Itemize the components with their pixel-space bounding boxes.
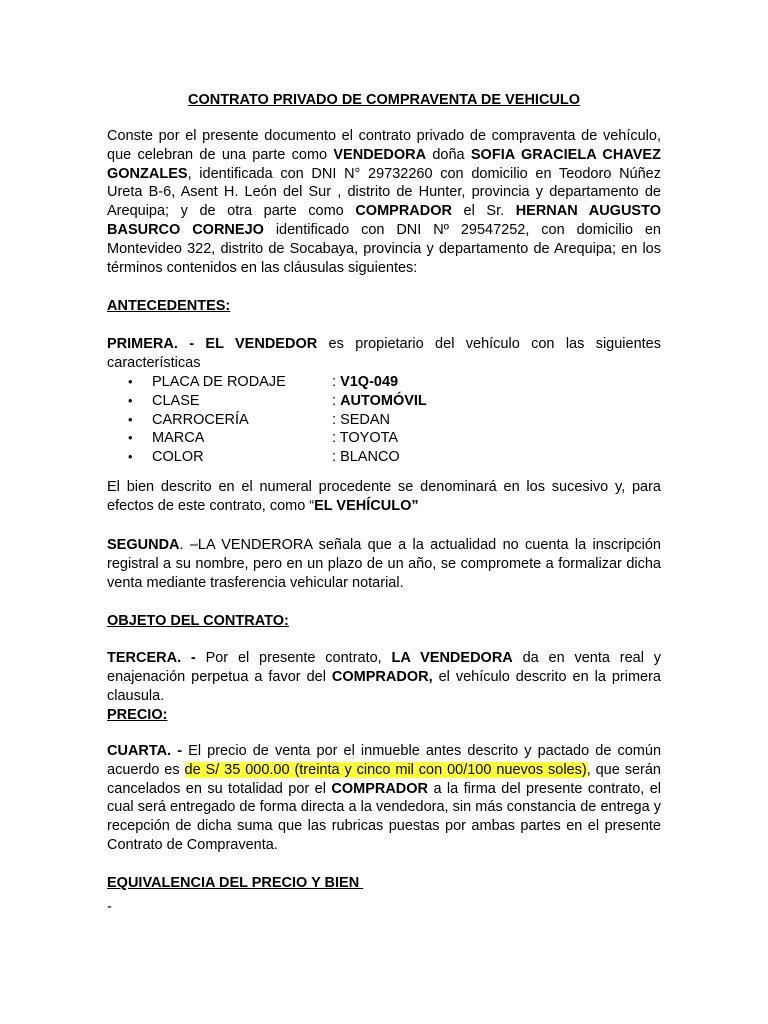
vehicle-field-value: : V1Q-049 [332, 374, 399, 390]
tercera-bold-vendedora: LA VENDEDORA [391, 650, 513, 666]
list-item [128, 429, 628, 448]
clause-cuarta [107, 742, 661, 855]
vehicle-field-value: : TOYOTA [332, 430, 399, 447]
intro-text-2: doña [426, 146, 471, 163]
heading-objeto: OBJETO DEL CONTRATO: [107, 613, 289, 629]
heading-precio: PRECIO: [107, 707, 168, 723]
list-item [128, 411, 628, 430]
vehicle-field-label: CLASE [152, 392, 200, 409]
intro-text-5: identificado con DNI Nº 29547252, con domicilio en Montevideo 322, distrito de Socabaya, provincia y departamento de Arequipa; en los términos contenidos en las cláusulas siguientes: [107, 221, 661, 276]
bullet-icon: • [128, 449, 133, 465]
vehicle-field-value: : SEDAN [332, 411, 391, 428]
clause-primera [107, 335, 661, 373]
intro-bold-comprador: COMPRADOR [355, 203, 452, 220]
bullet-icon: • [128, 411, 133, 427]
cuarta-text-2: , que serán cancelados en su totalidad por el [107, 761, 661, 797]
list-item [128, 392, 628, 411]
bien-bold: EL VEHÍCULO” [314, 497, 419, 514]
vehicle-field-label: COLOR [152, 449, 204, 466]
bullet-icon: • [128, 392, 133, 408]
trailing-dash: - [107, 899, 112, 915]
cuarta-bold-comprador: COMPRADOR [331, 780, 429, 797]
tercera-bold-comprador: COMPRADOR, [331, 668, 433, 685]
document-title: CONTRATO PRIVADO DE COMPRAVENTA DE VEHICULO [187, 92, 581, 108]
price-highlight: de S/ 35 000.00 (treinta y cinco mil con 00/100 nuevos soles) [184, 761, 587, 778]
bien-paragraph [107, 478, 661, 516]
intro-text-1: Conste por el presente documento el contrato privado de compraventa de vehículo, que celebran de una parte como [107, 128, 661, 163]
vehicle-field-label: MARCA [152, 430, 205, 447]
list-item [128, 373, 628, 392]
intro-text-3: , identificada con DNI N° 29732260 con domicilio en Teodoro Núñez Ureta B-6, Asent H. León del Sur , distrito de Hunter, provincia y departamento de Arequipa; y de otra parte como [107, 165, 661, 220]
tercera-text-1: Por el presente contrato, [195, 650, 392, 666]
primera-bold: PRIMERA. - EL VENDEDOR [107, 336, 318, 352]
vehicle-field-label: PLACA DE RODAJE [152, 374, 286, 390]
tercera-bold: TERCERA. - [107, 650, 196, 666]
clause-tercera [107, 649, 661, 705]
primera-text: es propietario del vehículo con las siguientes características [107, 336, 661, 371]
bien-text: El bien descrito en el numeral procedente se denominará en los sucesivo y, para efectos de este contrato, como “ [107, 479, 661, 514]
vehicle-characteristics-list [128, 373, 628, 467]
cuarta-text-1: El precio de venta por el inmueble antes descrito y pactado de común acuerdo es [107, 743, 662, 778]
tercera-text-3: el vehículo descrito en la primera clausula. [107, 668, 661, 704]
heading-equivalencia: EQUIVALENCIA DEL PRECIO Y BIEN [107, 875, 364, 891]
intro-bold-vendedora: VENDEDORA [333, 146, 427, 163]
cuarta-bold: CUARTA. - [107, 743, 183, 759]
clause-segunda [107, 536, 661, 592]
list-item [128, 448, 628, 467]
intro-bold-seller-name: SOFIA GRACIELA CHAVEZ GONZALES [107, 146, 661, 182]
intro-text-4: el Sr. [451, 203, 516, 220]
vehicle-field-value: : BLANCO [332, 449, 400, 466]
vehicle-field-value: : AUTOMÓVIL [332, 392, 427, 409]
bullet-icon: • [128, 430, 133, 446]
tercera-text-2: da en venta real y enajenación perpetua a favor del [107, 650, 661, 685]
segunda-bold: SEGUNDA [107, 537, 180, 553]
segunda-text: . –LA VENDERORA señala que a la actualidad no cuenta la inscripción registral a su nombre, pero en un plazo de un año, se compromete a formalizar dicha venta mediante trasferencia vehicular notarial. [107, 537, 661, 591]
cuarta-text-3: a la firma del presente contrato, el cual será entregado de forma directa a la vendedora, sin más constancia de entrega y recepción de dicha suma que las rubricas puestas por ambas partes en el presente Contrato de Compraventa. [107, 780, 661, 853]
intro-paragraph [107, 127, 661, 277]
heading-antecedentes: ANTECEDENTES: [107, 298, 231, 314]
intro-bold-buyer-name: HERNAN AUGUSTO BASURCO CORNEJO [107, 203, 661, 238]
bullet-icon: • [128, 374, 133, 389]
vehicle-field-label: CARROCERÍA [152, 411, 249, 428]
